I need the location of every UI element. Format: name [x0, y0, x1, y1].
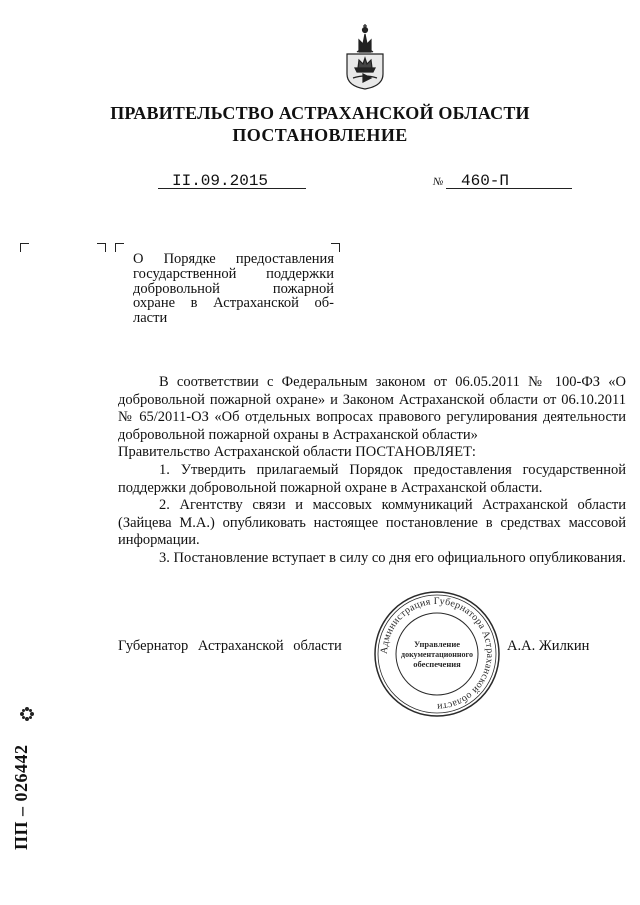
subject-line: О Порядке предоставления: [133, 251, 334, 267]
subject-line: государственной поддержки: [133, 265, 334, 282]
subject-line: охране в Астраханской об-: [133, 295, 334, 312]
resolution-body: [118, 374, 626, 568]
date-underline: [158, 188, 306, 189]
clause-1-paragraph: 1. Утвердить прилагаемый Порядок предоставления государственной поддержки добровольной пожарной охране в Астраханской области.: [118, 461, 626, 496]
seal-center-line: документационного: [401, 650, 473, 659]
subject-corner-mark: [115, 243, 124, 252]
address-corner-mark: [20, 243, 29, 252]
document-type-title: ПОСТАНОВЛЕНИЕ: [232, 125, 408, 145]
number-underline: [446, 188, 572, 189]
organization-title: ПРАВИТЕЛЬСТВО АСТРАХАНСКОЙ ОБЛАСТИ: [110, 103, 530, 123]
coat-of-arms-emblem: [341, 18, 389, 90]
subject-line: добровольной пожарной: [133, 280, 334, 297]
signatory-name: А.А. Жилкин: [507, 638, 590, 654]
number-label: №: [433, 176, 444, 188]
document-subject: [133, 252, 334, 326]
form-serial-number: ПП – 026442: [11, 744, 31, 850]
seal-ring-text: Администрация Губернатора Астраханской области: [378, 595, 496, 713]
subject-line: ласти: [133, 310, 168, 327]
seal-center-line: обеспечения: [413, 659, 461, 669]
document-number: 460-П: [461, 172, 510, 190]
official-seal: [373, 590, 501, 718]
clause-2-paragraph: 2. Агентству связи и массовых коммуникаций Астраханской области (Зайцева М.А.) опубликовать настоящее постановление в средствах массовой информации.: [118, 497, 626, 549]
resolves-paragraph: Правительство Астраханской области ПОСТАНОВЛЯЕТ:: [118, 444, 476, 461]
document-date: II.09.2015: [172, 172, 269, 190]
seal-center-line: Управление: [413, 639, 461, 649]
preamble-paragraph: В соответствии с Федеральным законом от 06.05.2011 № 100-ФЗ «О добровольной пожарной охране» и Законом Астраханской области от 06.10.2011 № 65/2011-ОЗ «Об отдельных вопросах правового регулирования деятельности добровольной пожарной охраны в Астраханской области»: [118, 374, 626, 443]
clause-3-paragraph: 3. Постановление вступает в силу со дня его официального опубликования.: [159, 549, 626, 566]
ornament-icon: [19, 706, 35, 722]
signatory-role: Губернатор Астраханской области: [118, 638, 342, 654]
address-corner-mark: [97, 243, 106, 252]
